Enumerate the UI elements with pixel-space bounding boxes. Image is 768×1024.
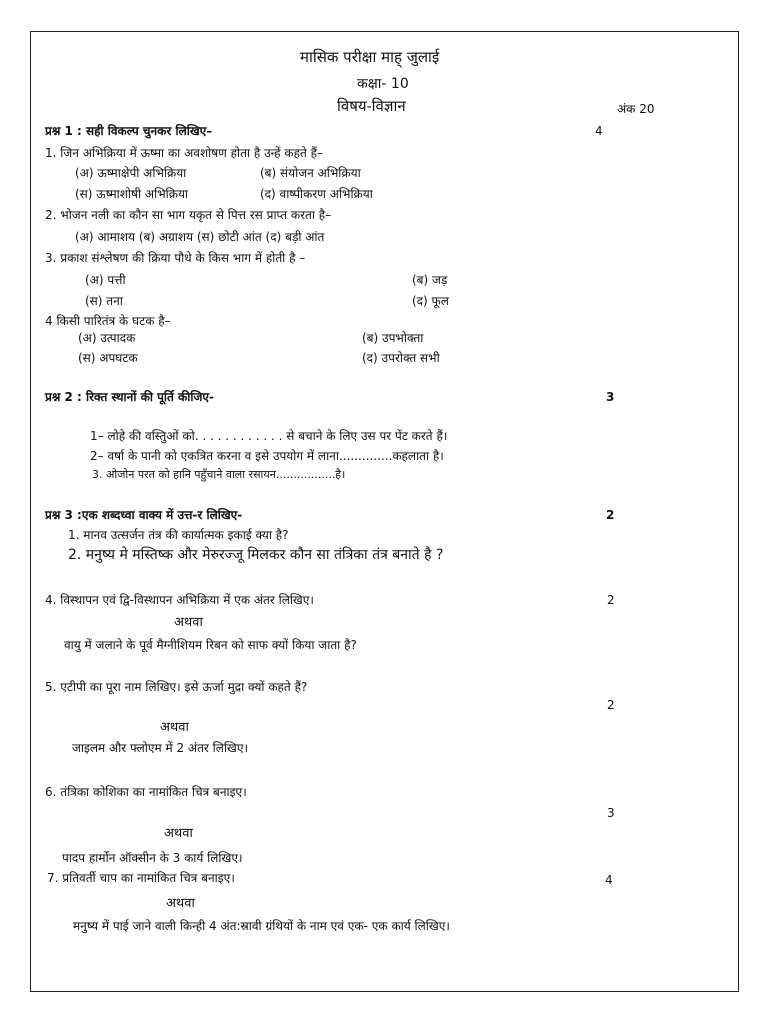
q3-item1: 1. मानव उत्सर्जन तंत्र की कार्यात्मक इकाई क्या है? xyxy=(68,528,289,542)
q1-item2: 2. भोजन नली का कौन सा भाग यकृत से पित्त रस प्राप्त करता है– xyxy=(45,208,332,222)
q6-text: 6. तंत्रिका कोशिका का नामांकित चित्र बनाइए। xyxy=(45,785,247,799)
q6-marks: 3 xyxy=(607,806,615,820)
q3-heading: प्रश्न 3 :एक शब्दध्वा वाक्य में उत्त-र लिखिए- xyxy=(45,508,243,522)
q1-item4: 4 किसी पारितंत्र के घटक है– xyxy=(45,314,171,328)
q5-or: अथवा xyxy=(160,720,189,735)
q1-item1-opt-b: (ब) संयोजन अभिक्रिया xyxy=(260,166,361,180)
total-marks: अंक 20 xyxy=(617,102,655,116)
q4-or: अथवा xyxy=(174,615,203,630)
q1-item2-options: (अ) आमाशय (ब) अग्राशय (स) छोटी आंत (द) बड़ी आंत xyxy=(75,230,325,244)
q2-item2: 2– वर्षा के पानी को एकत्रित करना व इसे उपयोग में लाना..............कहलाता है। xyxy=(90,449,444,463)
q7-text: 7. प्रतिवर्ती चाप का नामांकित चित्र बनाइए। xyxy=(47,871,235,885)
q1-item3-opt-b: (ब) जड़ xyxy=(412,273,448,287)
q7-or: अथवा xyxy=(166,896,195,911)
q7-alt: मनुष्य में पाई जाने वाली किन्ही 4 अंत:स्रावी ग्रंथियों के नाम एवं एक- एक कार्य लिखिए। xyxy=(73,919,450,933)
q2-heading: प्रश्न 2 : रिक्त स्थानों की पूर्ति कीजिए- xyxy=(45,390,215,404)
q1-item4-opt-b: (ब) उपभोक्ता xyxy=(362,331,424,345)
q1-item1-opt-c: (स) ऊष्माशोषी अभिक्रिया xyxy=(75,187,189,201)
q1-item3-opt-c: (स) तना xyxy=(85,294,123,308)
q1-heading: प्रश्न 1 : सही विकल्प चुनकर लिखिए– xyxy=(45,124,213,138)
q1-item3-opt-a: (अ) पत्ती xyxy=(85,273,126,287)
q1-item1-opt-a: (अ) ऊष्माक्षेपी अभिक्रिया xyxy=(75,166,187,180)
q1-item4-opt-d: (द) उपरोक्त सभी xyxy=(362,351,440,365)
class-line: कक्षा- 10 xyxy=(357,76,409,92)
subject-line: विषय-विज्ञान xyxy=(337,97,406,115)
q1-item4-opt-a: (अ) उत्पादक xyxy=(78,331,136,345)
q2-item3: 3. ओजोन परत को हानि पहुँचाने वाला रसायन.................है। xyxy=(92,468,346,481)
q1-item3: 3. प्रकाश संश्लेषण की क्रिया पौधे के किस भाग में होती है – xyxy=(45,251,306,265)
q6-alt: पादप हार्मोन ऑक्सीन के 3 कार्य लिखिए। xyxy=(62,851,243,865)
q5-alt: जाइलम और फ्लोएम में 2 अंतर लिखिए। xyxy=(72,741,248,755)
q4-marks: 2 xyxy=(607,593,615,607)
q5-marks: 2 xyxy=(607,698,615,712)
q2-marks: 3 xyxy=(606,390,615,404)
q4-text: 4. विस्थापन एवं द्वि-विस्थापन अभिक्रिया में एक अंतर लिखिए। xyxy=(45,593,314,607)
q4-alt: वायु में जलाने के पूर्व मैग्नीशियम रिबन को साफ क्यों किया जाता है? xyxy=(64,638,357,652)
q1-marks: 4 xyxy=(595,124,603,138)
q1-item4-opt-c: (स) अपघटक xyxy=(78,351,138,365)
q5-text: 5. एटीपी का पूरा नाम लिखिए। इसे ऊर्जा मुद्रा क्यों कहते हैं? xyxy=(45,680,308,694)
q1-item1: 1. जिन अभिक्रिया में ऊष्मा का अवशोषण होता है उन्हें कहते हैं– xyxy=(45,146,324,160)
q1-item3-opt-d: (द) फूल xyxy=(412,294,449,308)
q7-marks: 4 xyxy=(605,873,613,887)
q3-marks: 2 xyxy=(606,508,615,522)
q6-or: अथवा xyxy=(164,826,193,841)
q3-item2: 2. मनुष्य मे मस्तिष्क और मेरुरज्जू मिलकर कौन सा तंत्रिका तंत्र बनाते है ? xyxy=(68,547,444,563)
q1-item1-opt-d: (द) वाष्पीकरण अभिक्रिया xyxy=(260,187,373,201)
q2-item1: 1– लोहे की वस्तुिओं को. . . . . . . . . . . . से बचाने के लिए उस पर पेंट करते हैं। xyxy=(90,429,448,443)
exam-title: मासिक परीक्षा माह् जुलाई xyxy=(300,48,440,66)
